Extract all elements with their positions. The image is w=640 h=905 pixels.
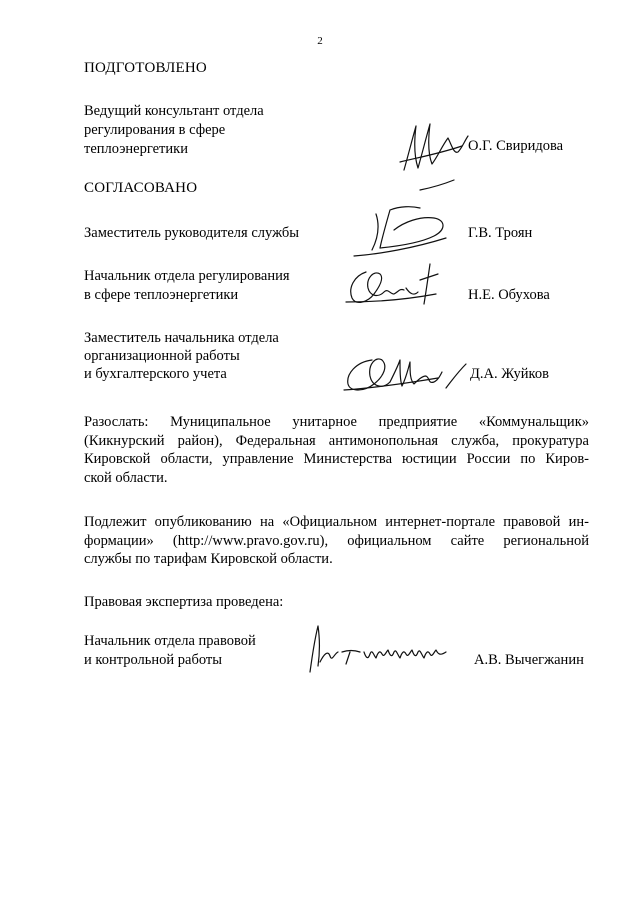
prepared-name: О.Г. Свиридова [468,138,564,154]
publication-line-2: формации» (http://www.pravo.gov.ru), официальном сайте региональной [84,532,589,549]
signatory-3-position-line-3: и бухгалтерского учета [84,366,227,382]
signature-troyan [350,176,465,271]
signature-vychegzhanin [290,622,460,681]
legal-review-note: Правовая экспертиза проведена: [84,594,284,610]
prepared-position-line-1: Ведущий консультант отдела [84,103,264,119]
signatory-1-position-line-1: Заместитель руководителя службы [84,225,300,241]
legal-review-name: А.В. Вычегжанин [474,652,584,668]
signatory-2-position-line-1: Начальник отдела регулирования [84,268,290,284]
page-number: 2 [317,35,323,47]
signature-obukhova [344,258,444,313]
legal-review-position-line-2: и контрольной работы [84,652,222,668]
distribution-line-3: Кировской области, управление Министерства юстиции России по Киров- [84,451,589,467]
prepared-position-line-2: регулирования в сфере [84,122,226,138]
signatory-2-name: Н.Е. Обухова [468,287,550,303]
signatory-3-name: Д.А. Жуйков [470,366,549,382]
prepared-heading: ПОДГОТОВЛЕНО [84,60,207,76]
signatory-1-name: Г.В. Троян [468,225,533,241]
signature-zhuikov [342,350,468,403]
publication-line-3: службы по тарифам Кировской области. [84,551,333,567]
signatory-2-position-line-2: в сфере теплоэнергетики [84,287,239,303]
publication-paragraph [84,513,589,569]
legal-review-position-line-1: Начальник отдела правовой [84,633,256,649]
signature-sviridova [392,118,472,183]
distribution-line-4: ской области. [84,469,168,486]
agreed-heading: СОГЛАСОВАНО [84,180,198,196]
distribution-line-1: Разослать: Муниципальное унитарное предприятие «Коммунальщик» [84,414,589,430]
distribution-line-2: (Кикнурский район), Федеральная антимонопольная служба, прокуратура [84,432,589,449]
prepared-position-line-3: теплоэнергетики [84,141,188,157]
publication-line-1: Подлежит опубликованию на «Официальном интернет-портале правовой ин- [84,514,589,530]
signatory-3-position-line-1: Заместитель начальника отдела [84,330,279,346]
distribution-paragraph [84,413,589,487]
signatory-3-position-line-2: организационной работы [84,348,240,364]
